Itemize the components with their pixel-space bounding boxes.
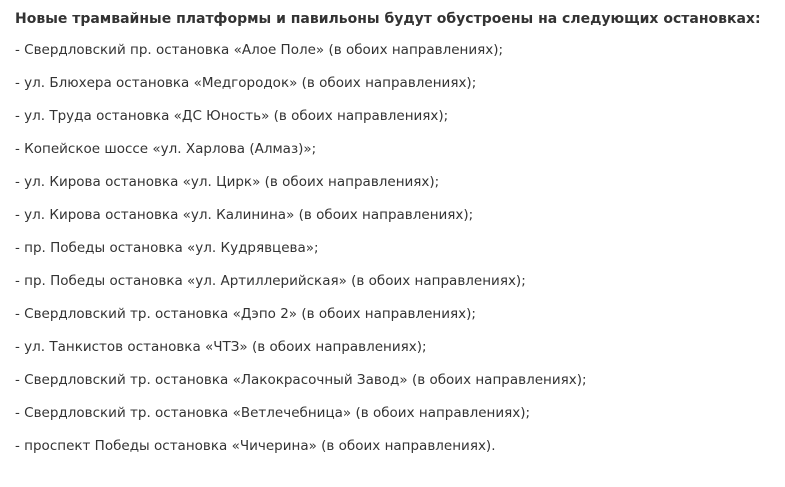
stop-item: - ул. Кирова остановка «ул. Калинина» (в обоих направлениях); (15, 207, 474, 223)
stop-item: - Свердловский тр. остановка «Лакокрасочный Завод» (в обоих направлениях); (15, 372, 587, 388)
stop-item: - ул. Блюхера остановка «Медгородок» (в обоих направлениях); (15, 75, 477, 91)
stop-item: - проспект Победы остановка «Чичерина» (в обоих направлениях). (15, 438, 496, 454)
stop-item: - Свердловский пр. остановка «Алое Поле» (в обоих направлениях); (15, 42, 504, 58)
stop-item: - Копейское шоссе «ул. Харлова (Алмаз)»; (15, 141, 317, 157)
stop-item: - пр. Победы остановка «ул. Кудрявцева»; (15, 240, 319, 256)
stop-item: - ул. Танкистов остановка «ЧТЗ» (в обоих направлениях); (15, 339, 427, 355)
stop-item: - ул. Кирова остановка «ул. Цирк» (в обоих направлениях); (15, 174, 440, 190)
stop-item: - ул. Труда остановка «ДС Юность» (в обоих направлениях); (15, 108, 449, 124)
stop-item: - пр. Победы остановка «ул. Артиллерийская» (в обоих направлениях); (15, 273, 526, 289)
stop-item: - Свердловский тр. остановка «Дэпо 2» (в обоих направлениях); (15, 306, 476, 322)
stop-list (15, 40, 785, 456)
stop-item: - Свердловский тр. остановка «Ветлечебница» (в обоих направлениях); (15, 405, 531, 421)
article-heading: Новые трамвайные платформы и павильоны будут обустроены на следующих остановках: (15, 11, 761, 27)
